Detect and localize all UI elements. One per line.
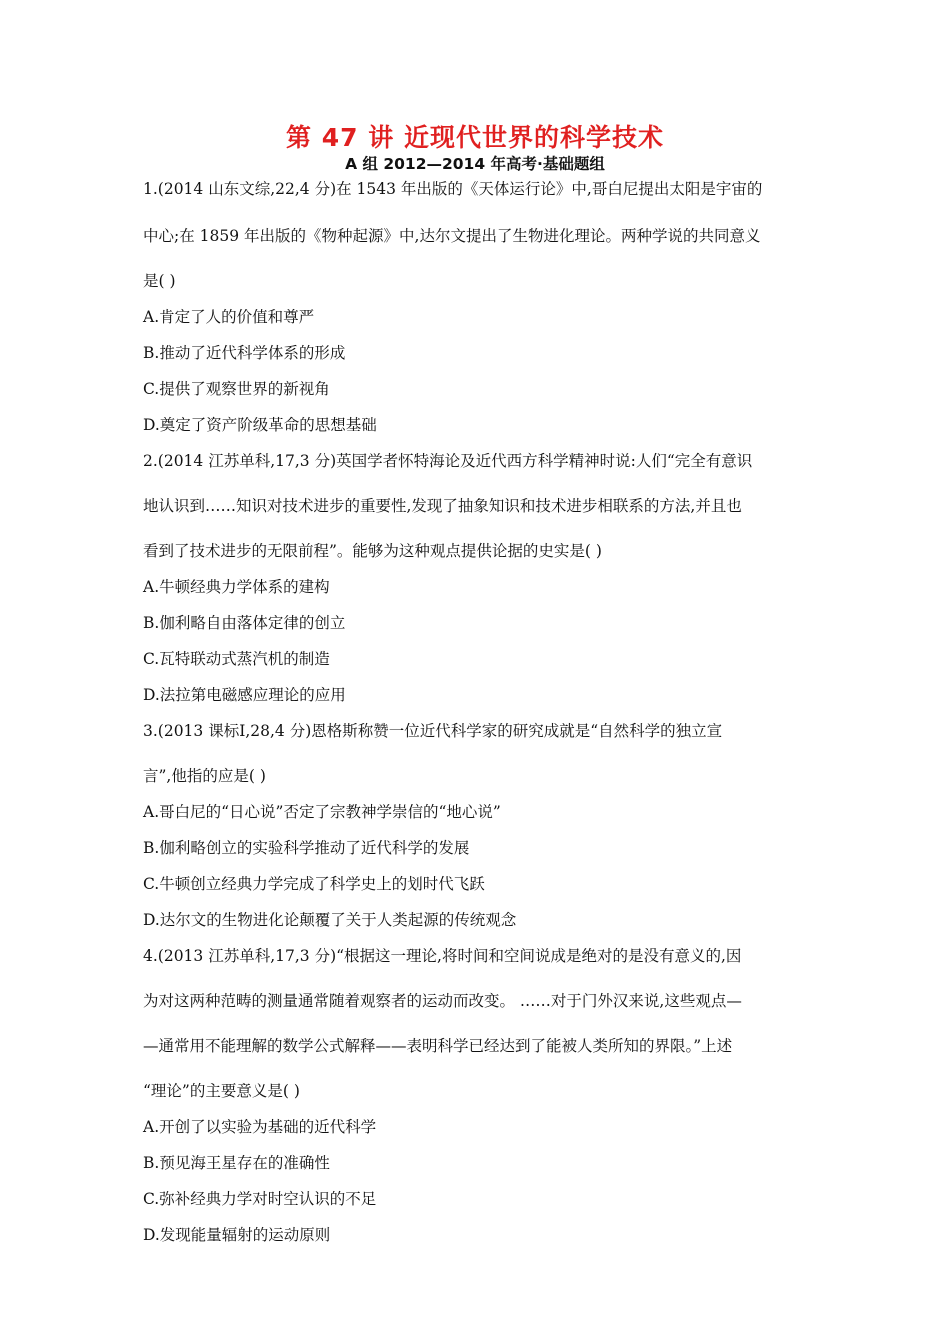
question-3-option-c: C.牛顿创立经典力学完成了科学史上的划时代飞跃 [143, 875, 485, 893]
section-subtitle: A 组 2012—2014 年高考·基础题组 [345, 155, 605, 173]
question-3-option-b: B.伽利略创立的实验科学推动了近代科学的发展 [143, 839, 470, 857]
question-2-option-a: A.牛顿经典力学体系的建构 [143, 578, 330, 596]
question-1-stem-line-3: 是( ) [143, 272, 176, 290]
question-2-stem-line-1: 2.(2014 江苏单科,17,3 分)英国学者怀特海论及近代西方科学精神时说:人们“完全有意识 [143, 452, 753, 470]
question-1-option-c: C.提供了观察世界的新视角 [143, 380, 330, 398]
question-4-stem-line-4: “理论”的主要意义是( ) [143, 1082, 300, 1100]
question-4-stem-line-2: 为对这两种范畴的测量通常随着观察者的运动而改变。 ……对于门外汉来说,这些观点— [143, 992, 742, 1010]
question-1-stem-line-1: 1.(2014 山东文综,22,4 分)在 1543 年出版的《天体运行论》中,哥白尼提出太阳是宇宙的 [143, 180, 763, 198]
question-1-option-d: D.奠定了资产阶级革命的思想基础 [143, 416, 377, 434]
question-3-stem-line-2: 言”,他指的应是( ) [143, 767, 266, 785]
question-2-option-c: C.瓦特联动式蒸汽机的制造 [143, 650, 330, 668]
question-4-option-b: B.预见海王星存在的准确性 [143, 1154, 330, 1172]
question-2-option-b: B.伽利略自由落体定律的创立 [143, 614, 346, 632]
question-4 [143, 938, 813, 1253]
question-1-option-a: A.肯定了人的价值和尊严 [143, 308, 315, 326]
question-2 [143, 443, 813, 713]
question-2-stem-line-2: 地认识到……知识对技术进步的重要性,发现了抽象知识和技术进步相联系的方法,并且也 [143, 497, 742, 515]
question-list [143, 176, 813, 1253]
question-3 [143, 713, 813, 938]
question-1-stem-line-2: 中心;在 1859 年出版的《物种起源》中,达尔文提出了生物进化理论。两种学说的共同意义 [143, 227, 761, 245]
page-title: 第 47 讲 近现代世界的科学技术 [286, 123, 664, 152]
question-4-option-c: C.弥补经典力学对时空认识的不足 [143, 1190, 377, 1208]
question-3-stem-line-1: 3.(2013 课标Ⅰ,28,4 分)恩格斯称赞一位近代科学家的研究成就是“自然科学的独立宣 [143, 722, 723, 740]
question-1 [143, 176, 813, 443]
question-2-stem-line-3: 看到了技术进步的无限前程”。能够为这种观点提供论据的史实是( ) [143, 542, 602, 560]
question-4-stem-line-3: —通常用不能理解的数学公式解释——表明科学已经达到了能被人类所知的界限。”上述 [143, 1037, 733, 1055]
question-4-option-d: D.发现能量辐射的运动原则 [143, 1226, 331, 1244]
question-1-option-b: B.推动了近代科学体系的形成 [143, 344, 346, 362]
question-3-option-d: D.达尔文的生物进化论颠覆了关于人类起源的传统观念 [143, 911, 517, 929]
question-4-option-a: A.开创了以实验为基础的近代科学 [143, 1118, 377, 1136]
question-3-option-a: A.哥白尼的“日心说”否定了宗教神学崇信的“地心说” [143, 803, 501, 821]
question-2-option-d: D.法拉第电磁感应理论的应用 [143, 686, 346, 704]
question-4-stem-line-1: 4.(2013 江苏单科,17,3 分)“根据这一理论,将时间和空间说成是绝对的是没有意义的,因 [143, 947, 742, 965]
